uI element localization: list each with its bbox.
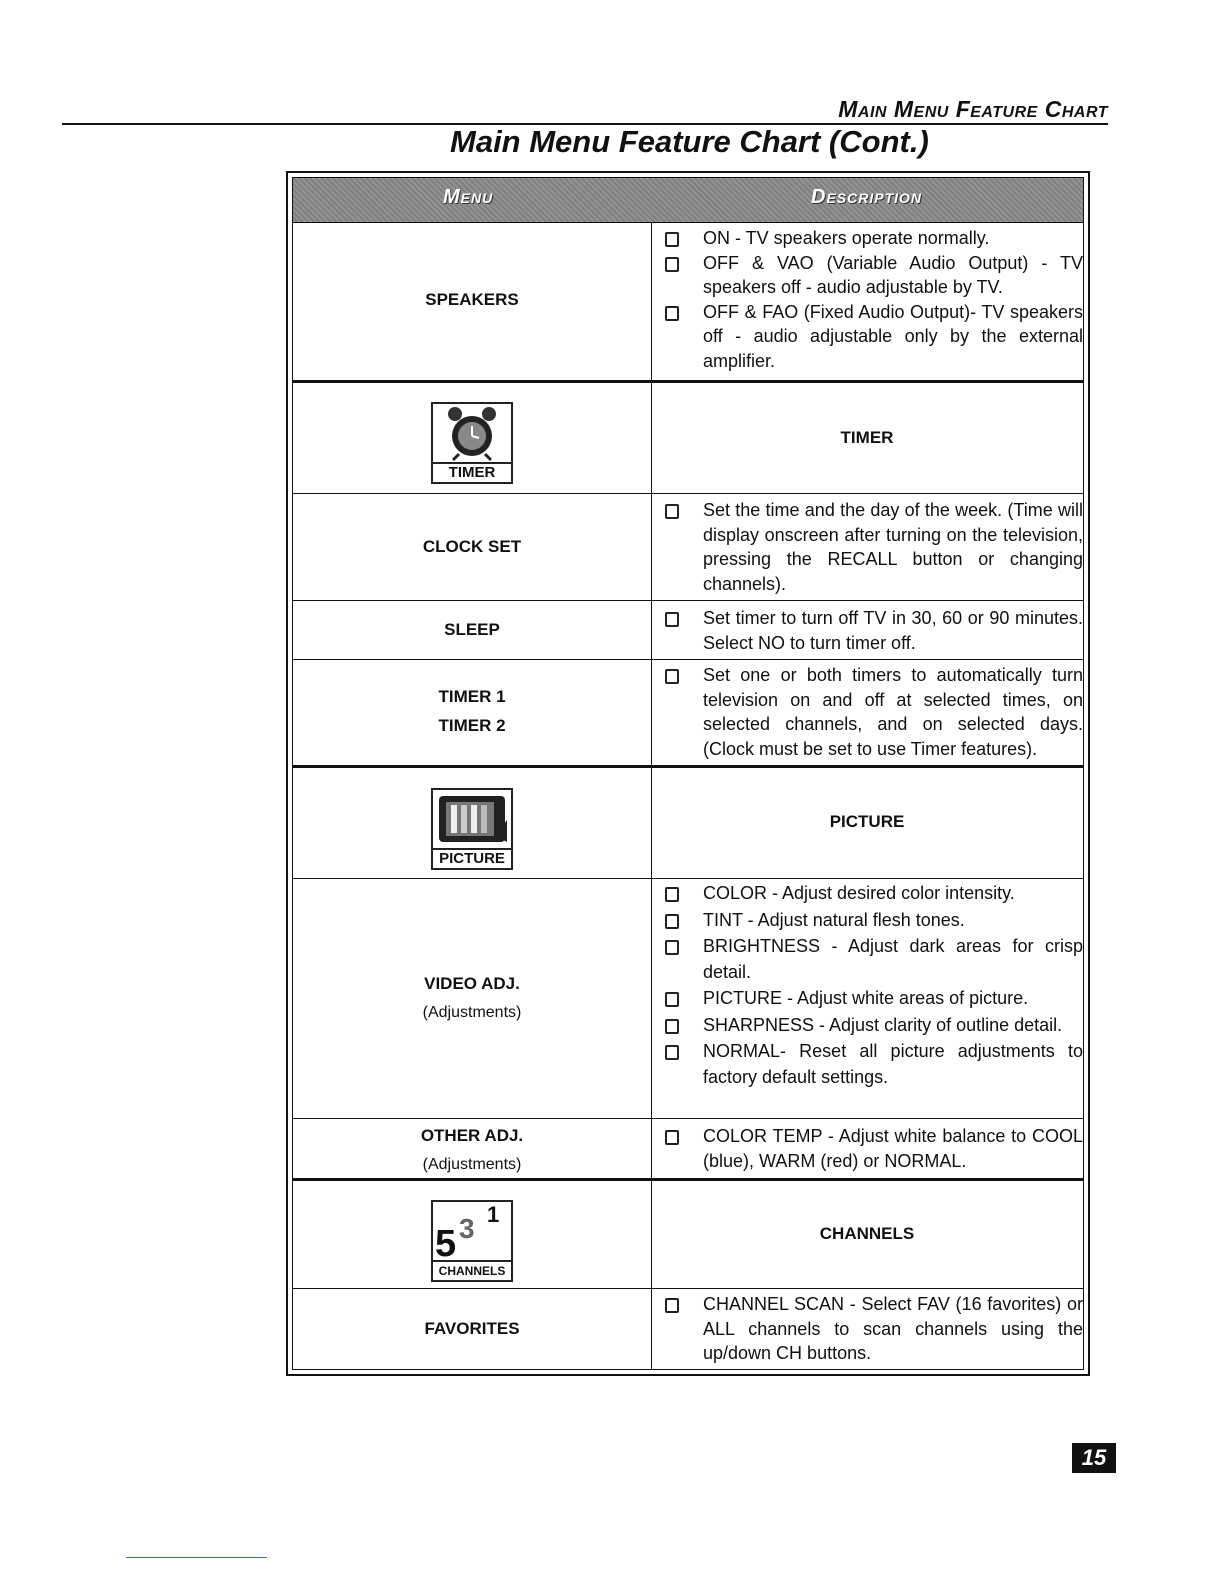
column-divider [651,222,652,1369]
section-divider [293,380,1083,383]
checkbox-icon [665,504,679,519]
list-item: ON - TV speakers operate normally. [659,226,1083,251]
chart-header [293,178,1083,223]
list-item: NORMAL- Reset all picture adjustments to factory default settings. [659,1039,1083,1090]
list-item: Set one or both timers to automatically turn television on and off at selected times, on selected channels, and on selected days. (Clock must be set to use Timer features). [659,663,1083,761]
menu-clock-set: CLOCK SET [422,537,522,556]
checkbox-icon [665,306,679,321]
menu-video-adj: VIDEO ADJ. (Adjustments) [422,974,522,1021]
svg-text:3: 3 [459,1213,475,1244]
menu-other-adj: OTHER ADJ. (Adjustments) [420,1126,524,1173]
checkbox-icon [665,992,679,1007]
list-item: OFF & VAO (Variable Audio Output) - TV speakers off - audio adjustable by TV. [659,251,1083,300]
svg-text:1: 1 [487,1202,500,1227]
checkbox-icon [665,1298,679,1313]
list-item: TINT - Adjust natural flesh tones. [659,908,1083,934]
clock-set-description [659,498,1083,596]
page-title: Main Menu Feature Chart (Cont.) [450,124,929,159]
row-divider [293,659,1083,660]
menu-sleep: SLEEP [444,620,500,639]
footer-rule [126,1557,267,1558]
channels-icon-label: CHANNELS [433,1260,511,1280]
timer-icon-label: TIMER [433,462,511,482]
checkbox-icon [665,257,679,272]
picture-icon-label: PICTURE [433,848,511,868]
list-item: Set timer to turn off TV in 30, 60 or 90 minutes. Select NO to turn timer off. [659,606,1083,655]
checkbox-icon [665,887,679,902]
menu-favorites: FAVORITES [424,1319,520,1338]
checkbox-icon [665,1019,679,1034]
channel-numbers-icon [433,1202,511,1260]
page-number: 15 [1072,1443,1116,1473]
row-divider [293,878,1083,879]
timers-description [659,663,1083,761]
favorites-description [659,1292,1083,1366]
header-description: Description [811,186,923,208]
channels-icon [431,1200,513,1282]
chart-body [292,177,1084,1370]
checkbox-icon [665,1130,679,1145]
checkbox-icon [665,940,679,955]
checkbox-icon [665,232,679,247]
menu-speakers: SPEAKERS [425,290,519,309]
menu-timer-1: TIMER 1 [438,687,506,706]
running-head: Main Menu Feature Chart [838,96,1108,122]
row-divider [293,1288,1083,1289]
row-divider [293,1118,1083,1119]
checkbox-icon [665,1045,679,1060]
list-item: BRIGHTNESS - Adjust dark areas for crisp detail. [659,934,1083,985]
list-item: Set the time and the day of the week. (Time will display onscreen after turning on the television, pressing the RECALL button or changing channels). [659,498,1083,596]
row-divider [293,493,1083,494]
header-menu: Menu [443,186,494,208]
checkbox-icon [665,612,679,627]
list-item: OFF & FAO (Fixed Audio Output)- TV speakers off - audio adjustable only by the external amplifier. [659,300,1083,374]
sleep-description [659,606,1083,655]
list-item: SHARPNESS - Adjust clarity of outline detail. [659,1013,1083,1039]
svg-text:5: 5 [435,1223,457,1260]
list-item: COLOR TEMP - Adjust white balance to COOL (blue), WARM (red) or NORMAL. [659,1124,1083,1173]
picture-icon [431,788,513,870]
menu-timer-2: TIMER 2 [438,716,506,735]
alarm-clock-icon [433,404,511,462]
picture-section-title: PICTURE [829,812,905,831]
feature-chart [286,171,1090,1376]
checkbox-icon [665,669,679,684]
speakers-description [659,226,1083,373]
section-divider [293,765,1083,768]
channels-section-title: CHANNELS [819,1224,915,1243]
timer-section-title: TIMER [840,428,894,447]
section-divider [293,1178,1083,1181]
row-divider [293,600,1083,601]
list-item: PICTURE - Adjust white areas of picture. [659,986,1083,1012]
video-adj-description [659,881,1083,1090]
timer-icon [431,402,513,484]
tv-picture-icon [433,790,511,848]
list-item: CHANNEL SCAN - Select FAV (16 favorites) or ALL channels to scan channels using the up/down CH buttons. [659,1292,1083,1366]
checkbox-icon [665,914,679,929]
other-adj-description [659,1124,1083,1173]
list-item: COLOR - Adjust desired color intensity. [659,881,1083,907]
